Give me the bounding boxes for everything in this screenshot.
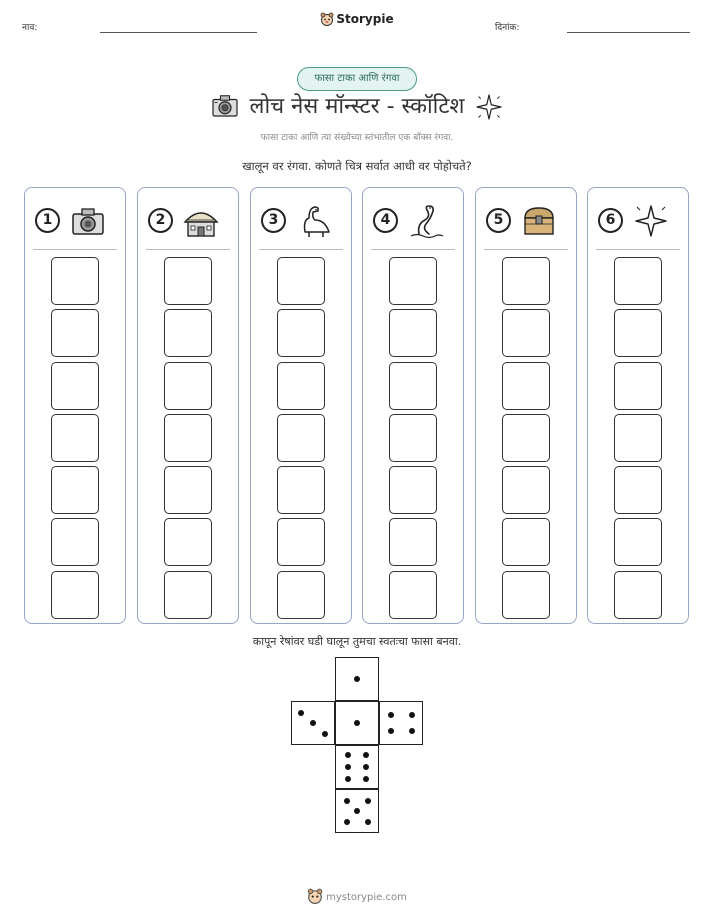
die-pip xyxy=(409,728,415,734)
die-pip xyxy=(363,764,369,770)
die-face-5 xyxy=(335,789,379,833)
color-box[interactable] xyxy=(614,414,662,462)
color-box[interactable] xyxy=(614,466,662,514)
color-box[interactable] xyxy=(389,571,437,619)
sea-serpent-icon xyxy=(407,202,445,240)
color-box[interactable] xyxy=(51,257,99,305)
color-box[interactable] xyxy=(389,257,437,305)
color-box[interactable] xyxy=(614,518,662,566)
date-label: दिनांक: xyxy=(495,23,520,33)
box-stack xyxy=(277,257,325,623)
die-face-4 xyxy=(379,701,423,745)
die-pip xyxy=(388,728,394,734)
footer xyxy=(0,888,714,904)
color-box[interactable] xyxy=(502,571,550,619)
color-box[interactable] xyxy=(502,414,550,462)
die-pip xyxy=(363,752,369,758)
color-box[interactable] xyxy=(614,257,662,305)
color-box[interactable] xyxy=(277,414,325,462)
box-stack xyxy=(164,257,212,623)
color-box[interactable] xyxy=(51,518,99,566)
camera-icon xyxy=(69,202,107,240)
die-pip xyxy=(310,720,316,726)
column-5 xyxy=(475,187,577,624)
die-pip xyxy=(345,776,351,782)
column-divider xyxy=(259,249,343,250)
box-stack xyxy=(502,257,550,623)
name-line[interactable] xyxy=(100,32,257,33)
treasure-chest-icon xyxy=(520,202,558,240)
die-face-6 xyxy=(335,745,379,789)
column-header xyxy=(476,188,576,248)
die-pip xyxy=(345,764,351,770)
die-pip xyxy=(322,731,328,737)
dinosaur-icon xyxy=(295,202,333,240)
color-box[interactable] xyxy=(502,362,550,410)
column-3 xyxy=(250,187,352,624)
color-box[interactable] xyxy=(389,518,437,566)
color-box[interactable] xyxy=(502,466,550,514)
column-number: 6 xyxy=(598,208,623,233)
color-box[interactable] xyxy=(164,362,212,410)
die-pip xyxy=(344,798,350,804)
column-number: 5 xyxy=(486,208,511,233)
color-box[interactable] xyxy=(277,518,325,566)
color-box[interactable] xyxy=(389,414,437,462)
die-pip xyxy=(354,720,360,726)
color-box[interactable] xyxy=(277,257,325,305)
column-header xyxy=(251,188,351,248)
box-stack xyxy=(614,257,662,623)
column-number: 3 xyxy=(261,208,286,233)
column-number: 4 xyxy=(373,208,398,233)
die-pip xyxy=(388,712,394,718)
brand-logo xyxy=(0,12,714,26)
color-box[interactable] xyxy=(502,309,550,357)
color-box[interactable] xyxy=(502,518,550,566)
die-pip xyxy=(365,798,371,804)
color-box[interactable] xyxy=(277,466,325,514)
activity-badge: फासा टाका आणि रंगवा xyxy=(297,67,417,91)
color-box[interactable] xyxy=(164,571,212,619)
color-box[interactable] xyxy=(164,257,212,305)
cut-instruction: कापून रेषांवर घडी घालून तुमचा स्वतःचा फासा बनवा. xyxy=(252,635,462,648)
page-title xyxy=(0,90,714,124)
color-box[interactable] xyxy=(51,466,99,514)
box-stack xyxy=(51,257,99,623)
brand-name: Storypie xyxy=(336,12,394,26)
color-box[interactable] xyxy=(389,466,437,514)
name-label: नाव: xyxy=(22,23,38,33)
sparkle-icon xyxy=(632,202,670,240)
column-header xyxy=(138,188,238,248)
mascot-icon xyxy=(307,888,323,904)
die-pip xyxy=(344,819,350,825)
instruction: खालून वर रंगवा. कोणते चित्र सर्वात आधी वर पोहोचते? xyxy=(242,159,472,173)
column-6 xyxy=(587,187,689,624)
column-divider xyxy=(33,249,117,250)
die-pip xyxy=(354,808,360,814)
color-box[interactable] xyxy=(51,571,99,619)
color-box[interactable] xyxy=(164,414,212,462)
date-line[interactable] xyxy=(567,32,690,33)
column-header xyxy=(588,188,688,248)
color-box[interactable] xyxy=(614,571,662,619)
box-stack xyxy=(389,257,437,623)
column-1 xyxy=(24,187,126,624)
cottage-icon xyxy=(182,202,220,240)
color-box[interactable] xyxy=(164,518,212,566)
camera-icon xyxy=(210,92,240,122)
die-pip xyxy=(365,819,371,825)
color-box[interactable] xyxy=(51,414,99,462)
color-box[interactable] xyxy=(51,309,99,357)
color-box[interactable] xyxy=(614,309,662,357)
color-box[interactable] xyxy=(277,309,325,357)
die-face-1 xyxy=(335,657,379,701)
color-box[interactable] xyxy=(389,309,437,357)
die-pip xyxy=(409,712,415,718)
color-box[interactable] xyxy=(164,309,212,357)
die-pip xyxy=(298,710,304,716)
column-header xyxy=(25,188,125,248)
column-2 xyxy=(137,187,239,624)
column-number: 2 xyxy=(148,208,173,233)
color-box[interactable] xyxy=(164,466,212,514)
sparkle-icon xyxy=(474,92,504,122)
column-number: 1 xyxy=(35,208,60,233)
mascot-icon xyxy=(320,12,334,26)
die-pip xyxy=(363,776,369,782)
column-divider xyxy=(484,249,568,250)
column-divider xyxy=(371,249,455,250)
color-box[interactable] xyxy=(51,362,99,410)
die-pip xyxy=(345,752,351,758)
title-text: लोच नेस मॉन्स्टर - स्कॉटिश xyxy=(249,94,465,119)
color-box[interactable] xyxy=(277,571,325,619)
column-divider xyxy=(596,249,680,250)
color-box[interactable] xyxy=(502,257,550,305)
column-divider xyxy=(146,249,230,250)
column-4 xyxy=(362,187,464,624)
die-face-1 xyxy=(335,701,379,745)
column-header xyxy=(363,188,463,248)
color-box[interactable] xyxy=(614,362,662,410)
subtitle: फासा टाका आणि त्या संख्येच्या स्तंभातील एक बॉक्स रंगवा. xyxy=(260,133,454,143)
die-pip xyxy=(354,676,360,682)
die-face-3 xyxy=(291,701,335,745)
footer-url: mystorypie.com xyxy=(326,892,407,903)
color-box[interactable] xyxy=(389,362,437,410)
color-box[interactable] xyxy=(277,362,325,410)
